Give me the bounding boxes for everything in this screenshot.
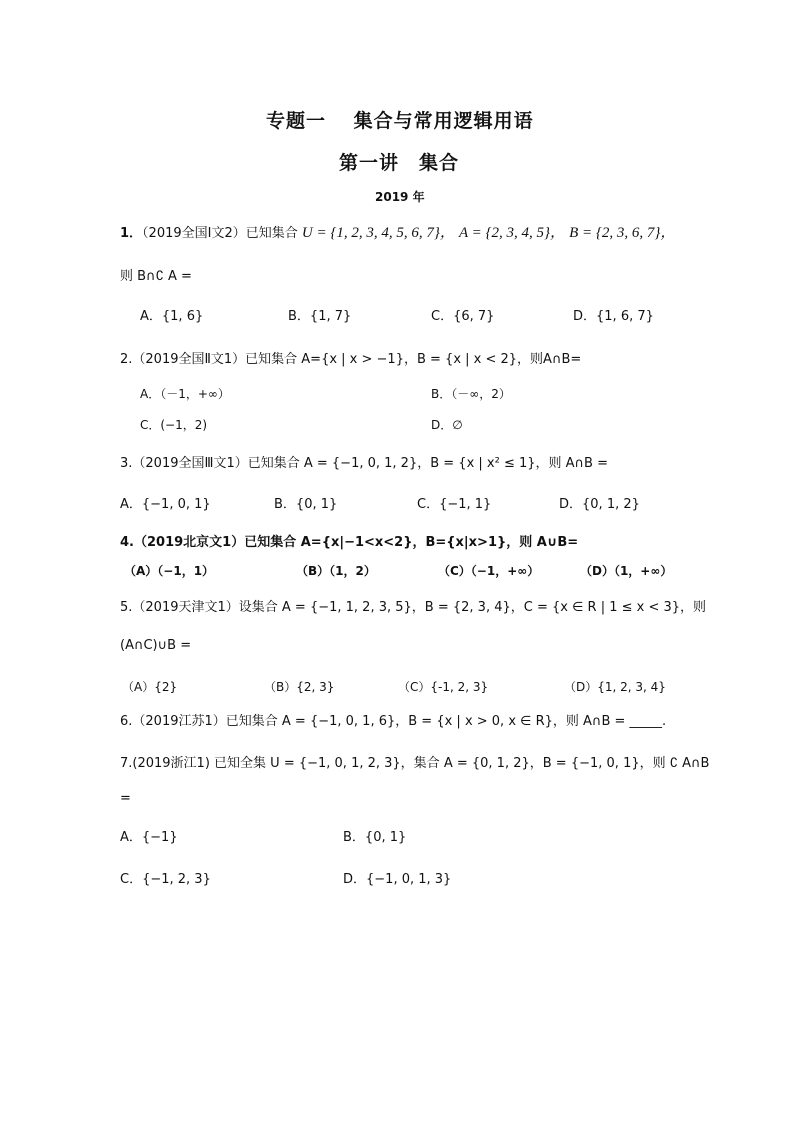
question-3: 3.（2019全国Ⅲ文1）已知集合 A = {−1, 0, 1, 2}，B = {x | x² ≤ 1}，则 A∩B = [120, 456, 608, 471]
question-4-option-c: （C）（−1，+∞） [438, 564, 540, 578]
question-1-number: 1． [120, 226, 143, 241]
question-4: 4.（2019北京文1）已知集合 A={x|−1<x<2}，B={x|x>1}，则 A∪B= [120, 535, 579, 550]
question-4-option-a: （A）（−1，1） [124, 564, 215, 578]
question-1-option-c: C．{6, 7} [431, 309, 495, 324]
question-5-line-2: (A∩C)∪B = [120, 638, 192, 653]
question-1-option-a: A．{1, 6} [140, 309, 204, 324]
question-1-set-a: A = {2, 3, 4, 5}， [458, 225, 565, 241]
question-7-option-c: C．{−1, 2, 3} [120, 872, 211, 887]
question-7-option-b: B．{0, 1} [343, 830, 407, 845]
question-2-option-b: B．（－∞，2） [431, 387, 511, 401]
question-2-option-d: D．∅ [431, 418, 463, 432]
question-7-option-d: D．{−1, 0, 1, 3} [343, 872, 452, 887]
question-5-option-d: （D）{1, 2, 3, 4} [564, 680, 666, 694]
question-2: 2.（2019全国Ⅱ文1）已知集合 A={x | x > −1}，B = {x | x < 2}，则A∩B= [120, 352, 582, 367]
question-5: 5.（2019天津文1）设集合 A = {−1, 1, 2, 3, 5}，B = {2, 3, 4}，C = {x ∈ R | 1 ≤ x < 3}，则 [120, 600, 707, 615]
question-1-option-b: B．{1, 7} [288, 309, 352, 324]
question-7: 7.(2019浙江1) 已知全集 U = {−1, 0, 1, 2, 3}，集合 A = {0, 1, 2}，B = {−1, 0, 1}，则 ∁ A∩B [120, 756, 710, 771]
question-5-option-c: （C）{-1, 2, 3} [398, 680, 489, 694]
question-5-option-a: （A）{2} [122, 680, 178, 694]
question-1-option-d: D．{1, 6, 7} [573, 309, 654, 324]
question-1-source: （2019全国Ⅰ文2）已知集合 [142, 226, 298, 241]
question-4-option-d: （D）（1，+∞） [580, 564, 673, 578]
lecture-title: 第一讲 集合 [339, 152, 460, 174]
question-2-option-c: C．(−1，2) [140, 418, 208, 432]
question-7-option-a: A．{−1} [120, 830, 178, 845]
question-6: 6.（2019江苏1）已知集合 A = {−1, 0, 1, 6}，B = {x | x > 0, x ∈ R}，则 A∩B = _____. [120, 714, 667, 729]
question-1 [120, 221, 675, 242]
question-3-option-a: A．{−1, 0, 1} [120, 497, 211, 512]
question-3-option-b: B．{0, 1} [274, 497, 338, 512]
question-1-set-u: U = {1, 2, 3, 4, 5, 6, 7}， [301, 225, 455, 241]
question-7-line-2: = [120, 791, 131, 806]
question-4-option-b: （B）（1，2） [296, 564, 376, 578]
question-1-set-b: B = {2, 3, 6, 7}， [569, 225, 676, 241]
question-1-line-2: 则 B∩∁ A = [120, 269, 192, 284]
year-heading: 2019 年 [375, 190, 425, 204]
question-2-option-a: A．（－1，+∞） [140, 387, 230, 401]
page-title: 专题一 集合与常用逻辑用语 [266, 110, 534, 132]
question-3-option-c: C．{−1, 1} [417, 497, 492, 512]
question-3-option-d: D．{0, 1, 2} [559, 497, 640, 512]
question-5-option-b: （B）{2, 3} [264, 680, 335, 694]
